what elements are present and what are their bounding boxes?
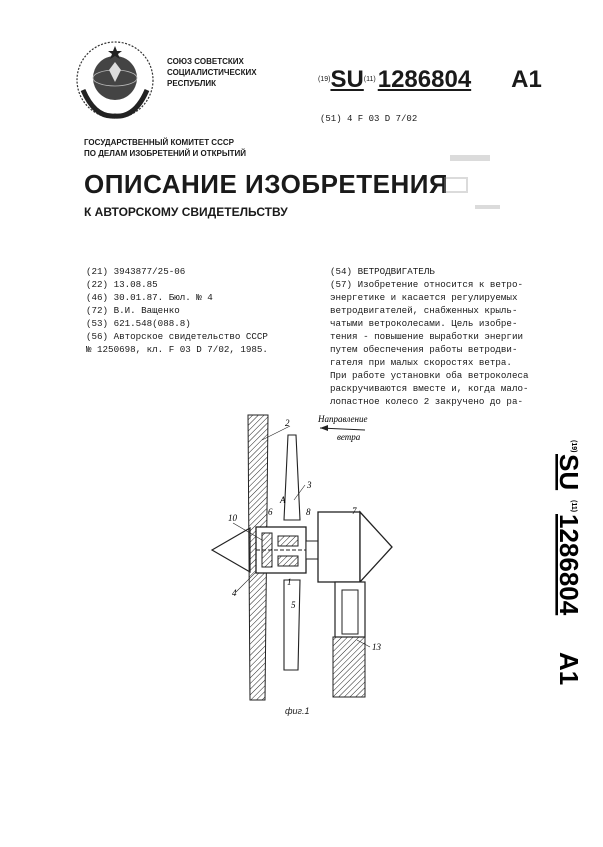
side-code-11: (11) <box>570 500 577 513</box>
biblio-line: (72) В.И. Ващенко <box>86 305 180 316</box>
part-label: 6 <box>268 507 273 517</box>
document-subtitle: К АВТОРСКОМУ СВИДЕТЕЛЬСТВУ <box>84 205 288 219</box>
bibliographic-data <box>86 265 268 356</box>
front-cone <box>212 528 250 572</box>
biblio-line: (21) 3943877/25-06 <box>86 266 186 277</box>
committee-line: ПО ДЕЛАМ ИЗОБРЕТЕНИЙ И ОТКРЫТИЙ <box>84 149 247 158</box>
part-label: 4 <box>232 588 237 598</box>
ipc-class: (51) 4 F 03 D 7/02 <box>320 114 418 124</box>
abstract-line: гателя при малых скоростях ветра. <box>330 357 512 368</box>
figure-caption: фиг.1 <box>285 706 310 716</box>
document-title: ОПИСАНИЕ ИЗОБРЕТЕНИЯ <box>84 169 449 199</box>
part-label: A <box>280 495 286 505</box>
abstract-line: (54) ВЕТРОДВИГАТЕЛЬ <box>330 266 435 277</box>
biblio-line: (53) 621.548(088.8) <box>86 318 191 329</box>
part-label: 3 <box>307 480 312 490</box>
small-blade <box>284 435 300 520</box>
abstract-line: При работе установки оба ветроколеса <box>330 370 529 381</box>
part-label: 5 <box>291 600 296 610</box>
rear-cone <box>360 512 392 582</box>
abstract <box>330 265 528 408</box>
wind-label: ветра <box>337 432 361 442</box>
ussr-state-emblem-icon <box>75 40 155 120</box>
part-label: 8 <box>306 507 311 517</box>
abstract-line: лопастное колесо 2 закручено до ра- <box>330 396 523 407</box>
committee-line: ГОСУДАРСТВЕННЫЙ КОМИТЕТ СССР <box>84 138 234 147</box>
abstract-line: энергетике и касается регулируемых <box>330 292 518 303</box>
part-label: 1 <box>287 577 292 587</box>
part-label: 13 <box>372 642 381 652</box>
library-stamp <box>440 150 510 230</box>
side-country-code: SU <box>554 454 584 491</box>
biblio-line: № 1250698, кл. F 03 D 7/02, 1985. <box>86 344 268 355</box>
code-11: (11) <box>363 76 376 83</box>
part-label: 2 <box>285 418 290 428</box>
abstract-line: раскручиваются вместе и, когда мало- <box>330 383 529 394</box>
abstract-line: чатыми ветроколесами. Цель изобре- <box>330 318 518 329</box>
country-line: СОЮЗ СОВЕТСКИХ <box>167 57 244 66</box>
country-code: SU <box>330 66 364 93</box>
tower <box>333 637 365 697</box>
abstract-line: путем обеспечения работы ветродви- <box>330 344 518 355</box>
patent-number: 1286804 <box>377 66 472 93</box>
biblio-line: (56) Авторское свидетельство СССР <box>86 331 268 342</box>
publication-number <box>318 66 542 94</box>
code-19: (19) <box>318 76 331 83</box>
kind-code: A1 <box>511 66 542 93</box>
country-line: РЕСПУБЛИК <box>167 79 216 88</box>
country-line: СОЦИАЛИСТИЧЕСКИХ <box>167 68 257 77</box>
committee-name <box>84 137 246 159</box>
abstract-line: ветродвигателей, снабженных крыль- <box>330 305 518 316</box>
wind-turbine-drawing <box>205 412 405 702</box>
side-publication-number <box>532 440 592 710</box>
biblio-line: (46) 30.01.87. Бюл. № 4 <box>86 292 213 303</box>
side-kind: A1 <box>554 652 584 686</box>
abstract-line: тения - повышение выработки энергии <box>330 331 523 342</box>
side-patent-number: 1286804 <box>554 514 584 616</box>
side-code-19: (19) <box>570 440 577 453</box>
abstract-line: (57) Изобретение относится к ветро- <box>330 279 523 290</box>
country-name <box>167 56 257 89</box>
shaft <box>306 541 318 559</box>
generator <box>318 512 360 582</box>
part-label: 10 <box>228 513 237 523</box>
part-label: 7 <box>352 506 357 516</box>
biblio-line: (22) 13.08.85 <box>86 279 158 290</box>
wind-label: Направление <box>318 414 368 424</box>
